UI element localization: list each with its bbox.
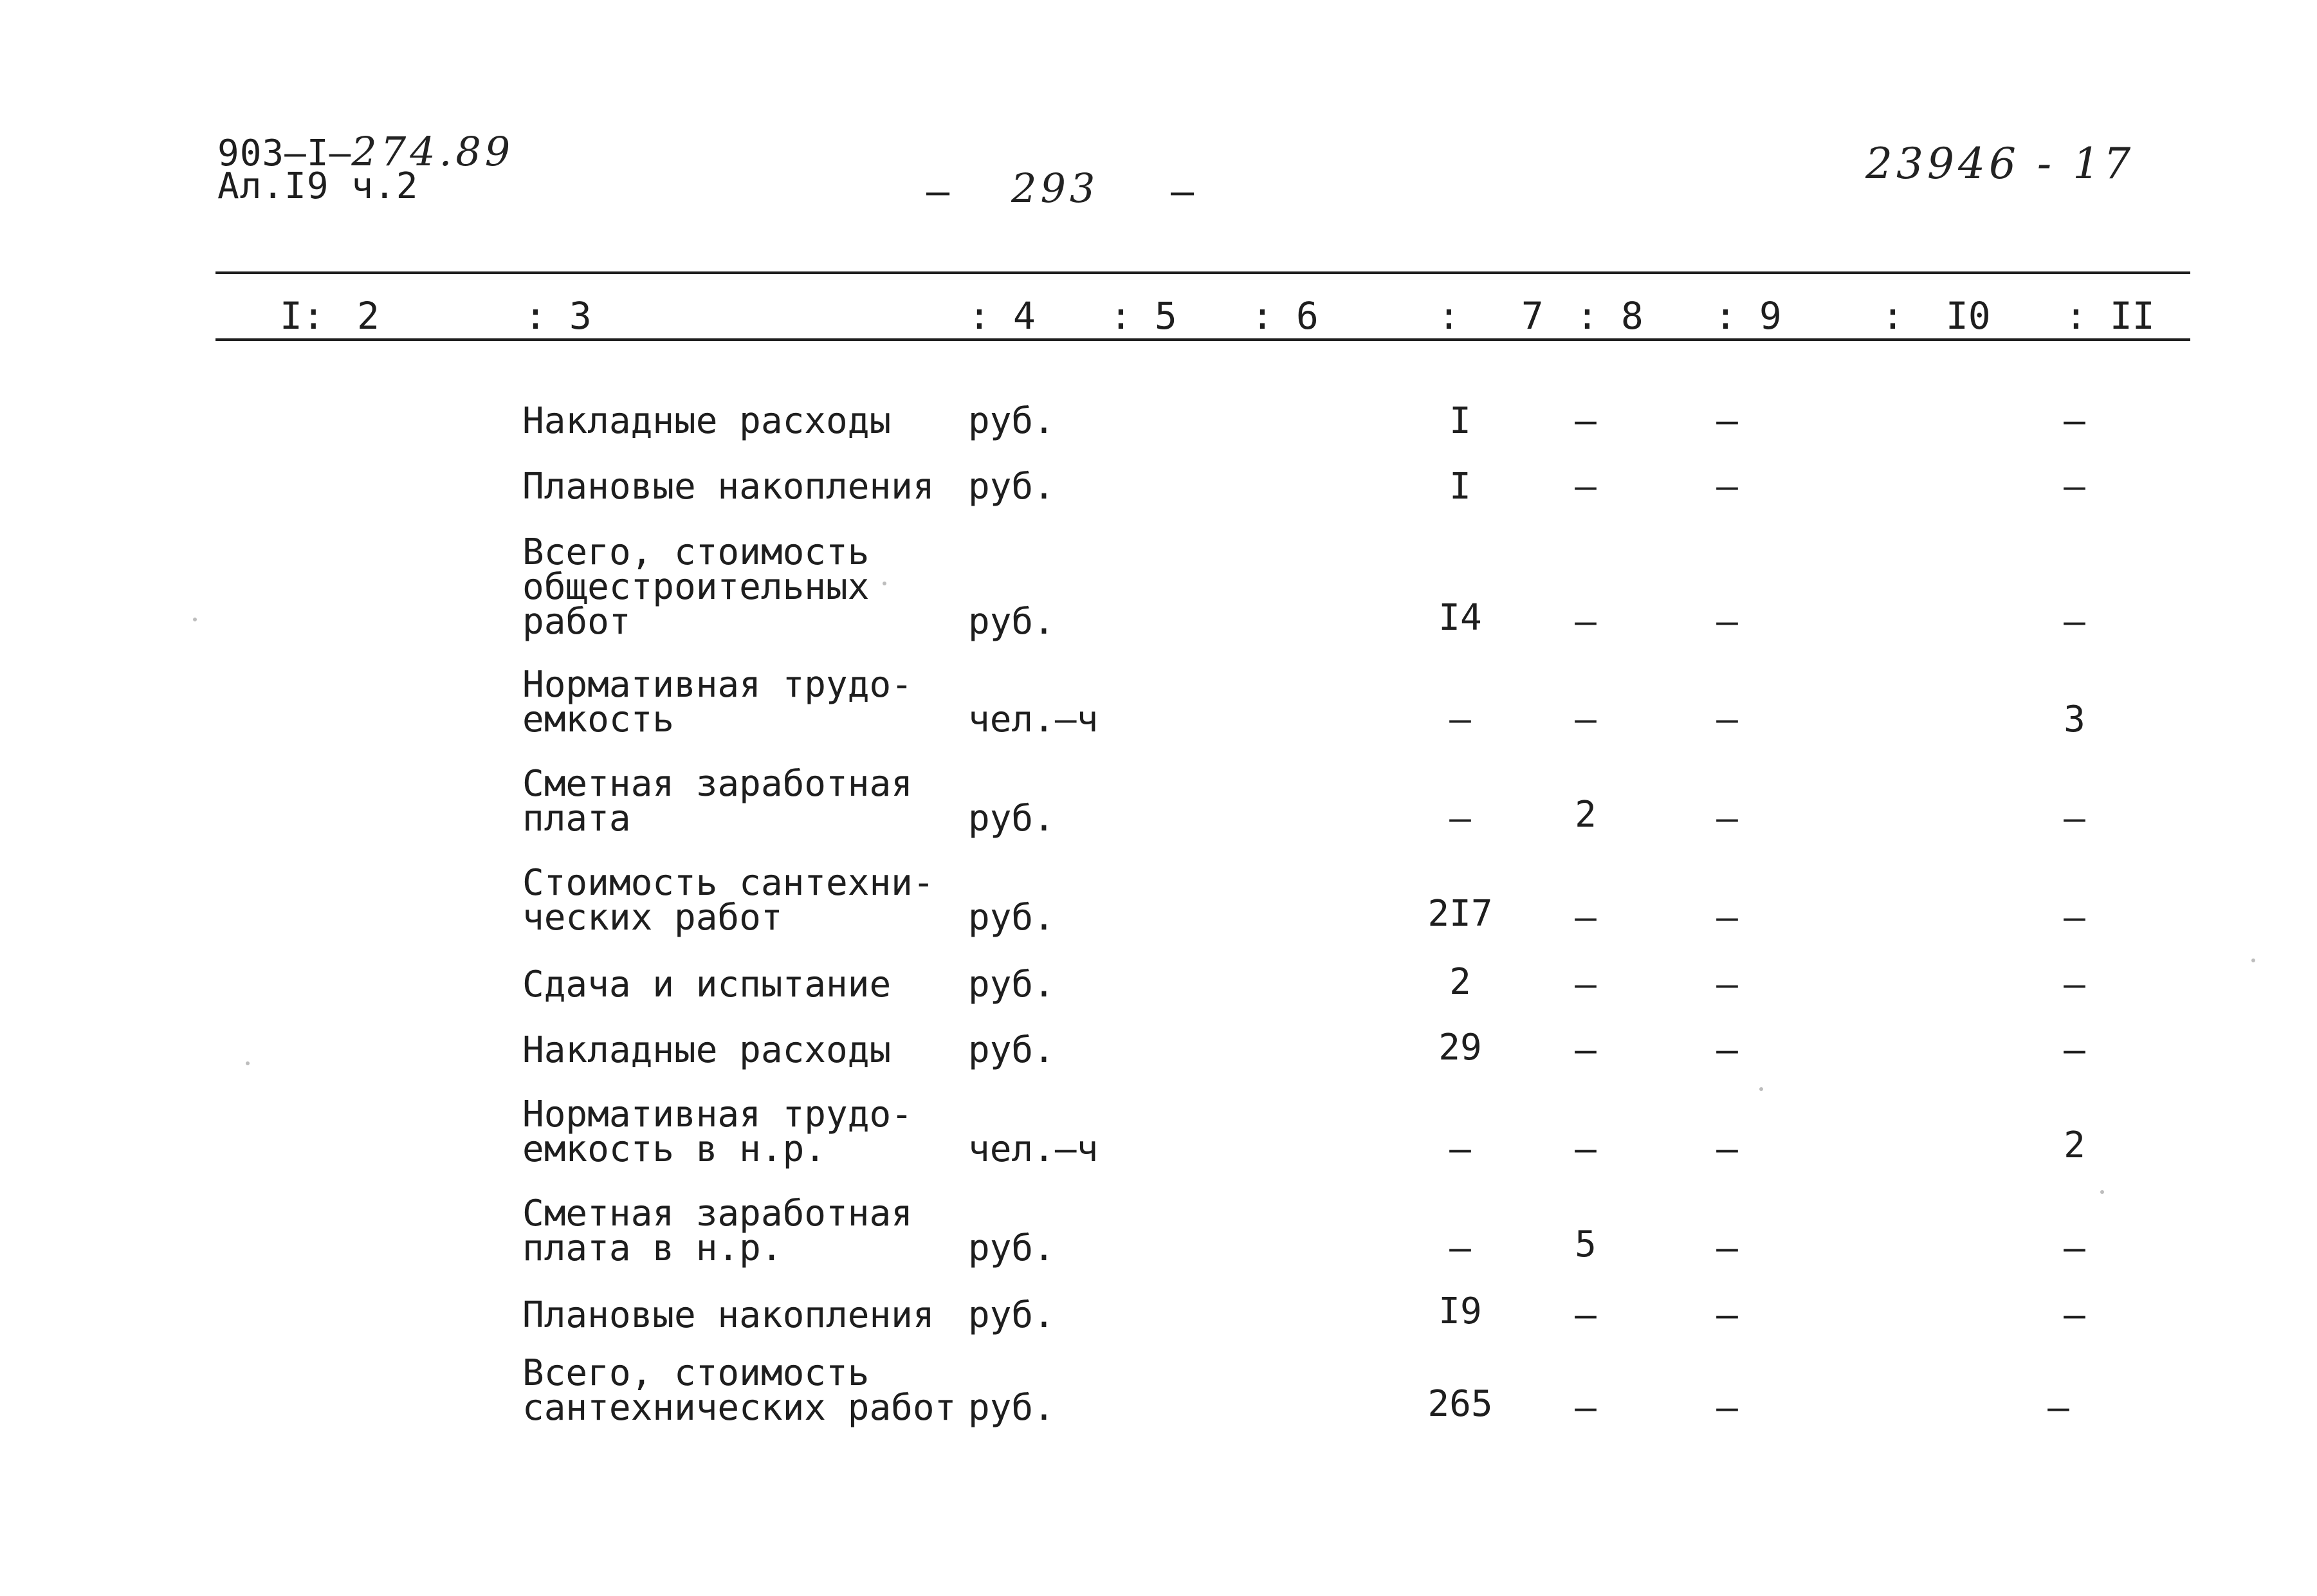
row-unit: руб.	[968, 601, 1055, 643]
row-col11: 3	[2064, 699, 2085, 740]
row-col11: –	[2047, 1387, 2069, 1429]
row-col11: –	[2064, 964, 2085, 1005]
row-col11: 2	[2064, 1124, 2085, 1166]
row-name: Накладные расходы	[522, 400, 892, 442]
row-col8: –	[1575, 1029, 1597, 1071]
row-unit: руб.	[968, 1029, 1055, 1071]
row-unit: руб.	[968, 400, 1055, 442]
row-col7: 29	[1438, 1027, 1482, 1069]
row-name: Сдача и испытание	[522, 964, 892, 1005]
row-col11: –	[2064, 1294, 2085, 1336]
row-col8: –	[1575, 1128, 1597, 1170]
row-col7: 265	[1427, 1383, 1493, 1425]
row-name: Нормативная трудо- емкость	[522, 664, 913, 740]
row-col11: –	[2064, 400, 2085, 442]
page-number: 293	[1011, 165, 1099, 212]
row-col7: I	[1449, 400, 1471, 442]
row-col9: –	[1716, 1387, 1738, 1429]
row-col7: –	[1449, 699, 1471, 740]
row-name: Сметная заработная плата в н.р.	[522, 1193, 913, 1269]
row-unit: чел.–ч	[968, 1128, 1099, 1170]
row-unit: руб.	[968, 798, 1055, 839]
row-col11: –	[2064, 798, 2085, 839]
row-col9: –	[1716, 601, 1738, 643]
row-col9: –	[1716, 400, 1738, 442]
column-header-6: : 6	[1251, 294, 1319, 338]
row-col8: –	[1575, 601, 1597, 643]
row-col8: –	[1575, 466, 1597, 508]
row-name: Плановые накопления	[522, 466, 935, 508]
row-col9: –	[1716, 798, 1738, 839]
row-col9: –	[1716, 699, 1738, 740]
row-name: Стоимость сантехни- ческих работ	[522, 862, 935, 939]
row-col8: –	[1575, 1294, 1597, 1336]
row-unit: руб.	[968, 1387, 1055, 1429]
scan-speck	[193, 618, 197, 621]
row-name: Плановые накопления	[522, 1294, 935, 1336]
scan-speck	[2100, 1190, 2104, 1194]
row-col11: –	[2064, 1029, 2085, 1071]
album-label: Ал.I9 ч.2	[217, 165, 419, 207]
table-header-bottom-rule	[215, 338, 2190, 341]
row-col9: –	[1716, 964, 1738, 1005]
row-name: Всего, стоимость сантехнических работ	[522, 1352, 957, 1429]
row-unit: чел.–ч	[968, 699, 1099, 740]
row-col11: –	[2064, 897, 2085, 939]
row-col9: –	[1716, 466, 1738, 508]
row-unit: руб.	[968, 1227, 1055, 1269]
document-code-handwritten: 274.89	[351, 128, 515, 175]
row-col8: –	[1575, 699, 1597, 740]
row-col7: I9	[1438, 1290, 1482, 1332]
scan-speck	[883, 582, 886, 585]
row-col8: –	[1575, 964, 1597, 1005]
row-col11: –	[2064, 466, 2085, 508]
column-header-9: : 9	[1714, 294, 1782, 338]
row-col7: –	[1449, 1128, 1471, 1170]
page-number-dash-left: –	[926, 169, 951, 214]
row-col9: –	[1716, 897, 1738, 939]
row-col11: –	[2064, 601, 2085, 643]
scan-speck	[2251, 959, 2255, 962]
row-col8: 5	[1575, 1224, 1597, 1265]
row-unit: руб.	[968, 897, 1055, 939]
column-header-3: : 3	[524, 294, 592, 338]
row-name: Сметная заработная плата	[522, 763, 913, 839]
row-col7: 2I7	[1427, 893, 1493, 935]
column-header-4: : 4	[968, 294, 1036, 338]
row-col9: –	[1716, 1227, 1738, 1269]
row-name: Нормативная трудо- емкость в н.р.	[522, 1094, 913, 1170]
row-col7: I4	[1438, 597, 1482, 639]
inventory-number: 23946 - 17	[1865, 139, 2135, 188]
row-col7: 2	[1449, 961, 1471, 1003]
row-col11: –	[2064, 1227, 2085, 1269]
row-unit: руб.	[968, 1294, 1055, 1336]
row-name: Накладные расходы	[522, 1029, 892, 1071]
row-col9: –	[1716, 1294, 1738, 1336]
column-header-5: : 5	[1110, 294, 1177, 338]
row-col8: –	[1575, 400, 1597, 442]
row-col8: –	[1575, 897, 1597, 939]
row-col7: –	[1449, 798, 1471, 839]
row-name: Всего, стоимость общестроительных работ	[522, 531, 870, 643]
column-header-2: 2	[357, 294, 380, 338]
row-col8: –	[1575, 1387, 1597, 1429]
scan-speck	[246, 1061, 250, 1065]
row-col7: –	[1449, 1227, 1471, 1269]
column-header-11: : II	[2065, 294, 2155, 338]
row-col8: 2	[1575, 794, 1597, 836]
table-top-rule	[215, 271, 2190, 274]
row-unit: руб.	[968, 964, 1055, 1005]
row-col7: I	[1449, 466, 1471, 508]
row-unit: руб.	[968, 466, 1055, 508]
row-col9: –	[1716, 1128, 1738, 1170]
row-col9: –	[1716, 1029, 1738, 1071]
column-header-8: : 8	[1576, 294, 1644, 338]
column-header-1: I:	[280, 294, 325, 338]
column-header-10: : I0	[1882, 294, 1991, 338]
page-number-dash-right: –	[1171, 169, 1195, 214]
document-code-prefix: 903–I–	[217, 133, 352, 174]
scan-speck	[1759, 1087, 1763, 1091]
column-header-7: : 7	[1438, 294, 1544, 338]
